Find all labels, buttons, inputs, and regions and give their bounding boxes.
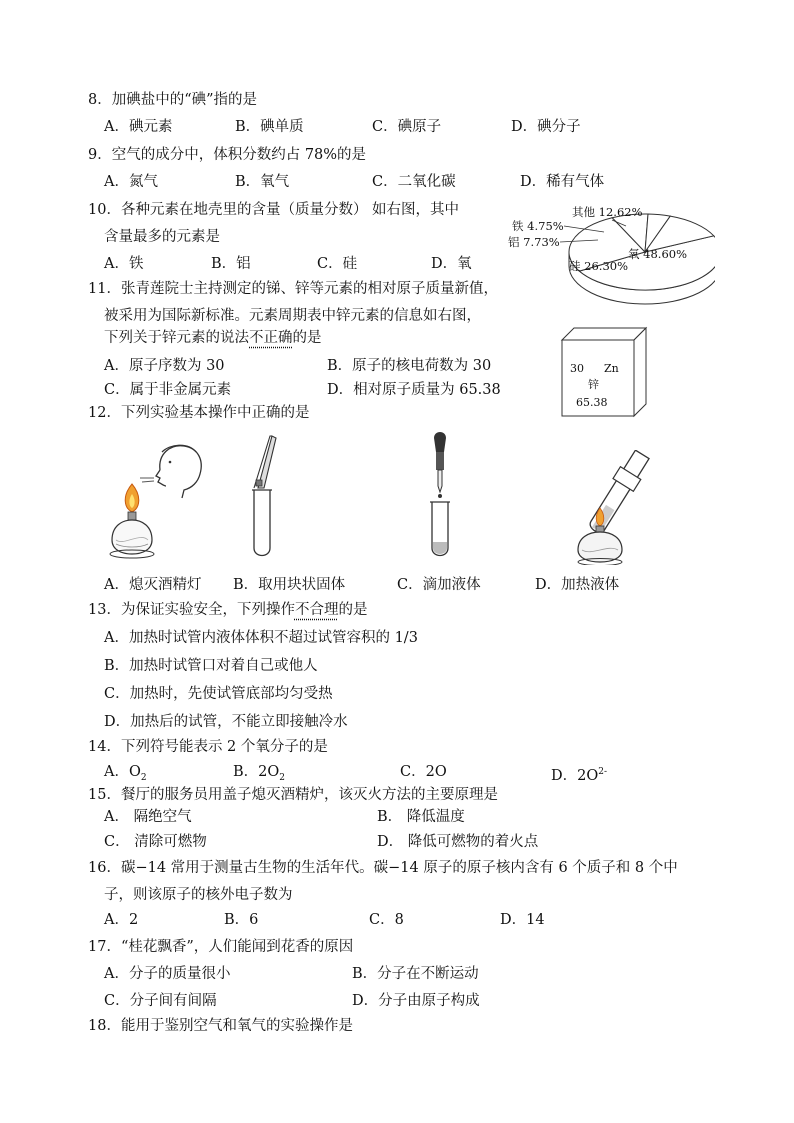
tweezers-test-tube-illustration xyxy=(240,430,290,560)
q15-option-a: A． 隔绝空气 xyxy=(104,809,192,825)
q9-stem: 9．空气的成分中，体积分数约占 78%的是 xyxy=(88,147,367,163)
q12-option-d: D．加热液体 xyxy=(535,577,620,593)
q17-option-c: C．分子间有间隔 xyxy=(104,993,217,1009)
q14-stem: 14．下列符号能表示 2 个氧分子的是 xyxy=(88,739,328,755)
q10-stem-line1: 10．各种元素在地壳里的含量（质量分数） 如右图，其中 xyxy=(88,202,460,218)
q14-option-b xyxy=(233,762,285,788)
q10-option-c: C．硅 xyxy=(317,256,358,272)
q13-stem-pre: 13．为保证实验安全，下列操作 xyxy=(88,602,295,618)
q10-option-b: B．铝 xyxy=(211,256,251,272)
q9-option-c: C．二氧化碳 xyxy=(372,174,456,190)
q11-option-d: D．相对原子质量为 65.38 xyxy=(327,382,501,398)
q16-option-d: D．14 xyxy=(500,912,545,928)
q16-stem-line2: 子，则该原子的核外电子数为 xyxy=(104,887,293,903)
q13-stem xyxy=(88,600,367,620)
zinc-atomic-mass: 65.38 xyxy=(576,396,608,409)
zinc-element-card xyxy=(560,326,650,418)
q12-option-b: B．取用块状固体 xyxy=(233,577,346,593)
q16-option-a: A．2 xyxy=(104,912,139,928)
q16-option-c: C．8 xyxy=(369,912,404,928)
q17-option-a: A．分子的质量很小 xyxy=(104,966,231,982)
zinc-atomic-number: 30 xyxy=(570,362,584,375)
q14-d-superscript: 2- xyxy=(598,767,608,777)
q11-stem-line2: 被采用为国际新标准。元素周期表中锌元素的信息如右图， xyxy=(104,308,481,324)
q17-stem: 17．“桂花飘香”，人们能闻到花香的原因 xyxy=(88,939,354,955)
q11-stem-pre: 下列关于锌元素的说法 xyxy=(104,330,249,346)
q10-option-a: A．铁 xyxy=(104,256,144,272)
q17-option-b: B．分子在不断运动 xyxy=(352,966,479,982)
q11-emphasis: 不正确 xyxy=(249,330,293,346)
q14-d-text: D．2O xyxy=(551,767,599,784)
q14-option-a xyxy=(104,762,147,788)
q14-a-subscript: 2 xyxy=(140,772,147,783)
q11-option-b: B．原子的核电荷数为 30 xyxy=(327,358,492,374)
q8-option-b: B．碘单质 xyxy=(235,119,304,135)
q8-option-a: A．碘元素 xyxy=(104,119,173,135)
q11-stem-line1: 11．张青莲院士主持测定的锑、锌等元素的相对原子质量新值， xyxy=(88,281,498,297)
alcohol-lamp-blowing-illustration xyxy=(100,440,220,565)
q11-stem-line3 xyxy=(104,328,322,348)
q8-option-d: D．碘分子 xyxy=(511,119,581,135)
zinc-symbol: Zn xyxy=(604,362,619,375)
q16-option-b: B．6 xyxy=(224,912,259,928)
q12-stem: 12．下列实验基本操作中正确的是 xyxy=(88,405,310,421)
q13-option-b: B．加热时试管口对着自己或他人 xyxy=(104,658,318,674)
q10-stem-line2: 含量最多的元素是 xyxy=(104,229,220,245)
q11-stem-post: 的是 xyxy=(292,330,322,346)
pie-label-2: 铝 7.73% xyxy=(508,235,560,249)
pie-label-0: 氧 48.60% xyxy=(628,247,688,261)
q14-option-c: C．2O xyxy=(400,764,447,780)
q14-b-subscript: 2 xyxy=(279,772,286,783)
q15-option-b: B． 降低温度 xyxy=(377,809,465,825)
q13-emphasis: 不合理 xyxy=(294,602,339,618)
crust-element-pie-chart xyxy=(500,200,715,310)
q9-option-b: B．氧气 xyxy=(235,174,290,190)
q15-option-d: D． 降低可燃物的着火点 xyxy=(377,834,539,850)
q10-option-d: D．氧 xyxy=(431,256,472,272)
q11-option-c: C．属于非金属元素 xyxy=(104,382,232,398)
pie-label-1: 硅 26.30% xyxy=(569,259,629,273)
q13-option-a: A．加热时试管内液体体积不超过试管容积的 1/3 xyxy=(104,630,418,646)
q13-option-c: C．加热时，先使试管底部均匀受热 xyxy=(104,686,333,702)
heating-test-tube-illustration xyxy=(570,450,670,565)
pie-label-3: 铁 4.75% xyxy=(512,219,564,233)
q9-option-d: D．稀有气体 xyxy=(520,174,605,190)
zinc-name: 锌 xyxy=(588,378,599,391)
q18-stem: 18．能用于鉴别空气和氧气的实验操作是 xyxy=(88,1018,353,1034)
dropper-test-tube-illustration xyxy=(420,430,460,560)
q11-option-a: A．原子序数为 30 xyxy=(104,358,225,374)
q13-option-d: D．加热后的试管，不能立即接触冷水 xyxy=(104,714,348,730)
q12-option-c: C．滴加液体 xyxy=(397,577,481,593)
q8-stem: 8．加碘盐中的“碘”指的是 xyxy=(88,92,258,108)
pie-label-4: 其他 12.62% xyxy=(572,205,643,219)
q15-stem: 15．餐厅的服务员用盖子熄灭酒精炉，该灭火方法的主要原理是 xyxy=(88,787,498,803)
q14-a-text: A．O xyxy=(104,764,141,780)
q14-option-d xyxy=(551,762,607,786)
q17-option-d: D．分子由原子构成 xyxy=(352,993,480,1009)
q15-option-c: C． 清除可燃物 xyxy=(104,834,207,850)
q14-b-text: B．2O xyxy=(233,764,280,780)
q13-stem-post: 的是 xyxy=(338,602,368,618)
q12-option-a: A．熄灭酒精灯 xyxy=(104,577,202,593)
q9-option-a: A．氮气 xyxy=(104,174,158,190)
q16-stem-line1: 16．碳−14 常用于测量古生物的生活年代。碳−14 原子的原子核内含有 6 个质子和 8 个中 xyxy=(88,860,678,876)
q8-option-c: C．碘原子 xyxy=(372,119,442,135)
